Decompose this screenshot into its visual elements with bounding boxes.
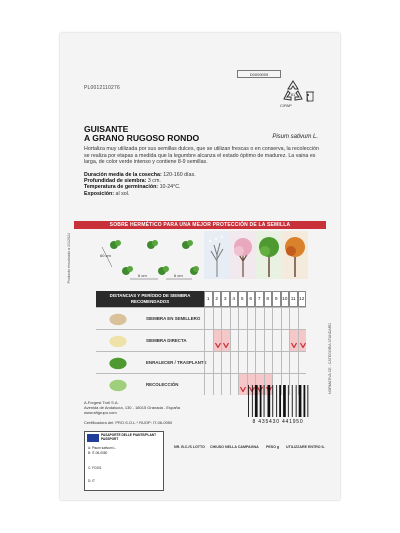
month-12: 12 (298, 291, 307, 307)
company-street: Avenida de Andalucía, 130 - 18015 Granada - España (84, 405, 180, 411)
product-description: Hortaliza muy utilizada por sus semillas dulces, que se utilizan frescas o en conserva, la recolección se realiza por etapas a medida que la legumbre alcanza el estado óptimo de madurez. La vaina es larga, de color verde intenso y contiene 8-9 semillas. (84, 146, 319, 166)
lot-code-box: D0009009 (237, 70, 281, 78)
title-line-1: GUISANTE (84, 124, 129, 134)
month-9: 9 (272, 291, 281, 307)
month-cell (238, 308, 247, 329)
side-note-right: NORMATIVA CE - CATEGORIA STANDARD (328, 323, 332, 395)
month-7: 7 (255, 291, 264, 307)
month-cell (272, 352, 281, 373)
month-cell (289, 352, 298, 373)
bin-icon (305, 89, 315, 103)
month-cell (298, 308, 307, 329)
eu-flag-icon (87, 434, 99, 442)
month-11: 11 (289, 291, 298, 307)
winter-tree-icon (204, 231, 230, 279)
calendar-row (96, 329, 306, 351)
month-cell (289, 308, 298, 329)
month-cell (213, 374, 222, 395)
passport-title: PASAPORTE DELLE PIANTE/PLANT PASSPORT (101, 433, 157, 441)
passport-d: D: IT (88, 479, 95, 483)
month-cell (230, 330, 239, 351)
seedbed-icon (96, 308, 140, 329)
active-month-cell (213, 330, 222, 351)
month-cell (238, 352, 247, 373)
direct-sow-icon (96, 330, 140, 351)
product-title (84, 125, 199, 143)
month-cell (255, 308, 264, 329)
month-cell (221, 308, 230, 329)
month-1: 1 (204, 291, 213, 307)
month-3: 3 (221, 291, 230, 307)
month-2: 2 (213, 291, 222, 307)
month-cell (272, 330, 281, 351)
spacing-plant-label-2: 6 cm (174, 273, 183, 278)
month-cell (255, 352, 264, 373)
month-cell (281, 308, 290, 329)
month-4: 4 (230, 291, 239, 307)
month-6: 6 (247, 291, 256, 307)
harvest-icon (96, 374, 140, 395)
active-month-cell (221, 330, 230, 351)
month-8: 8 (264, 291, 273, 307)
row-label: SIEMBRA DIRECTA (146, 338, 187, 343)
autumn-tree-icon (282, 231, 308, 279)
month-cell (247, 330, 256, 351)
spring-tree-icon (230, 231, 256, 279)
certification-line: Certificadora del: PRO.S.O.L.* RUOP: IT-06-0050 (84, 420, 173, 425)
month-cell (238, 330, 247, 351)
stamp-weight: PESO g (266, 445, 280, 449)
plant-icon (110, 240, 199, 275)
svg-text:81: 81 (290, 92, 296, 97)
month-cell (272, 308, 281, 329)
summer-tree-icon (256, 231, 282, 279)
growing-facts (84, 172, 320, 197)
check-icon (223, 342, 229, 348)
company-name: A.Forgest Troll S.A. (84, 400, 119, 405)
seed-packet (60, 33, 340, 500)
check-icon (300, 342, 306, 348)
fact-exposure: Exposición: al sol. (84, 190, 130, 197)
month-cell (221, 352, 230, 373)
protection-banner: SOBRE HERMÉTICO PARA UNA MEJOR PROTECCIÓN DE LA SEMILLA (74, 221, 326, 229)
spacing-plant-label-1: 6 cm (138, 273, 147, 278)
row-label: ENRALECER / TRASPLANTE (146, 360, 207, 365)
stamp-closed: CHIUSO NELLA CAMPAGNA (210, 445, 259, 449)
latin-name: Pisum sativum L. (272, 134, 318, 140)
barcode (246, 385, 310, 419)
month-cell (204, 352, 213, 373)
month-cell (247, 308, 256, 329)
month-cell (281, 352, 290, 373)
calendar-row (96, 351, 306, 373)
stamp-use-by: UTILIZZARE ENTRO IL (286, 445, 325, 449)
month-cell (264, 352, 273, 373)
month-cell (230, 308, 239, 329)
transplant-icon (96, 352, 140, 373)
row-label: RECOLECCIÓN (146, 382, 179, 387)
company-address (84, 400, 180, 416)
passport-a: A: Pisum sativum L. (88, 446, 117, 450)
month-cell (221, 374, 230, 395)
spacing-diagram (96, 233, 206, 293)
table-header: DISTANCIAS Y PERÍODO DE SIEMBRA RECOMENDADOS (96, 291, 204, 307)
month-cell (213, 308, 222, 329)
plant-passport (84, 431, 164, 491)
month-cell (298, 352, 307, 373)
title-line-2: A GRANO RUGOSO RONDO (84, 133, 200, 143)
active-month-cell (298, 330, 307, 351)
month-10: 10 (281, 291, 290, 307)
month-cell (255, 330, 264, 351)
product-code: PL0012110276 (84, 85, 120, 91)
month-cell (204, 308, 213, 329)
month-cell (204, 330, 213, 351)
check-icon (215, 342, 221, 348)
spacing-row-label: 60 cm (100, 253, 111, 258)
month-cell (281, 330, 290, 351)
company-website: www.sftgrupo.com (84, 410, 117, 416)
passport-c: C: FC001 (88, 466, 102, 470)
month-cell (264, 308, 273, 329)
month-cell (264, 330, 273, 351)
month-cell (213, 352, 222, 373)
month-cell (230, 374, 239, 395)
barcode-number: 8 435430 441950 (252, 419, 304, 425)
month-cell (204, 374, 213, 395)
active-month-cell (289, 330, 298, 351)
month-cell (247, 352, 256, 373)
side-note-left: Producto ensobrado a 1/1/2024 (67, 233, 71, 284)
row-label: SIEMBRA EN SEMILLERO (146, 316, 201, 321)
fact-temperature: Temperatura de germinación: 10-24°C. (84, 184, 181, 191)
month-cell (230, 352, 239, 373)
check-icon (291, 342, 297, 348)
calendar-row (96, 307, 306, 329)
stamp-lot: NR. B.C./S LOTTO (174, 445, 205, 449)
recycle-caption: C/PAP (280, 103, 292, 108)
passport-b: B: IT-06-0050 (88, 451, 108, 455)
fact-duration: Duración media de la cosecha: 120-160 días. (84, 172, 196, 178)
fact-depth: Profundidad de siembra: 3 cm. (84, 178, 161, 185)
month-5: 5 (238, 291, 247, 307)
recycle-icon (278, 79, 308, 103)
